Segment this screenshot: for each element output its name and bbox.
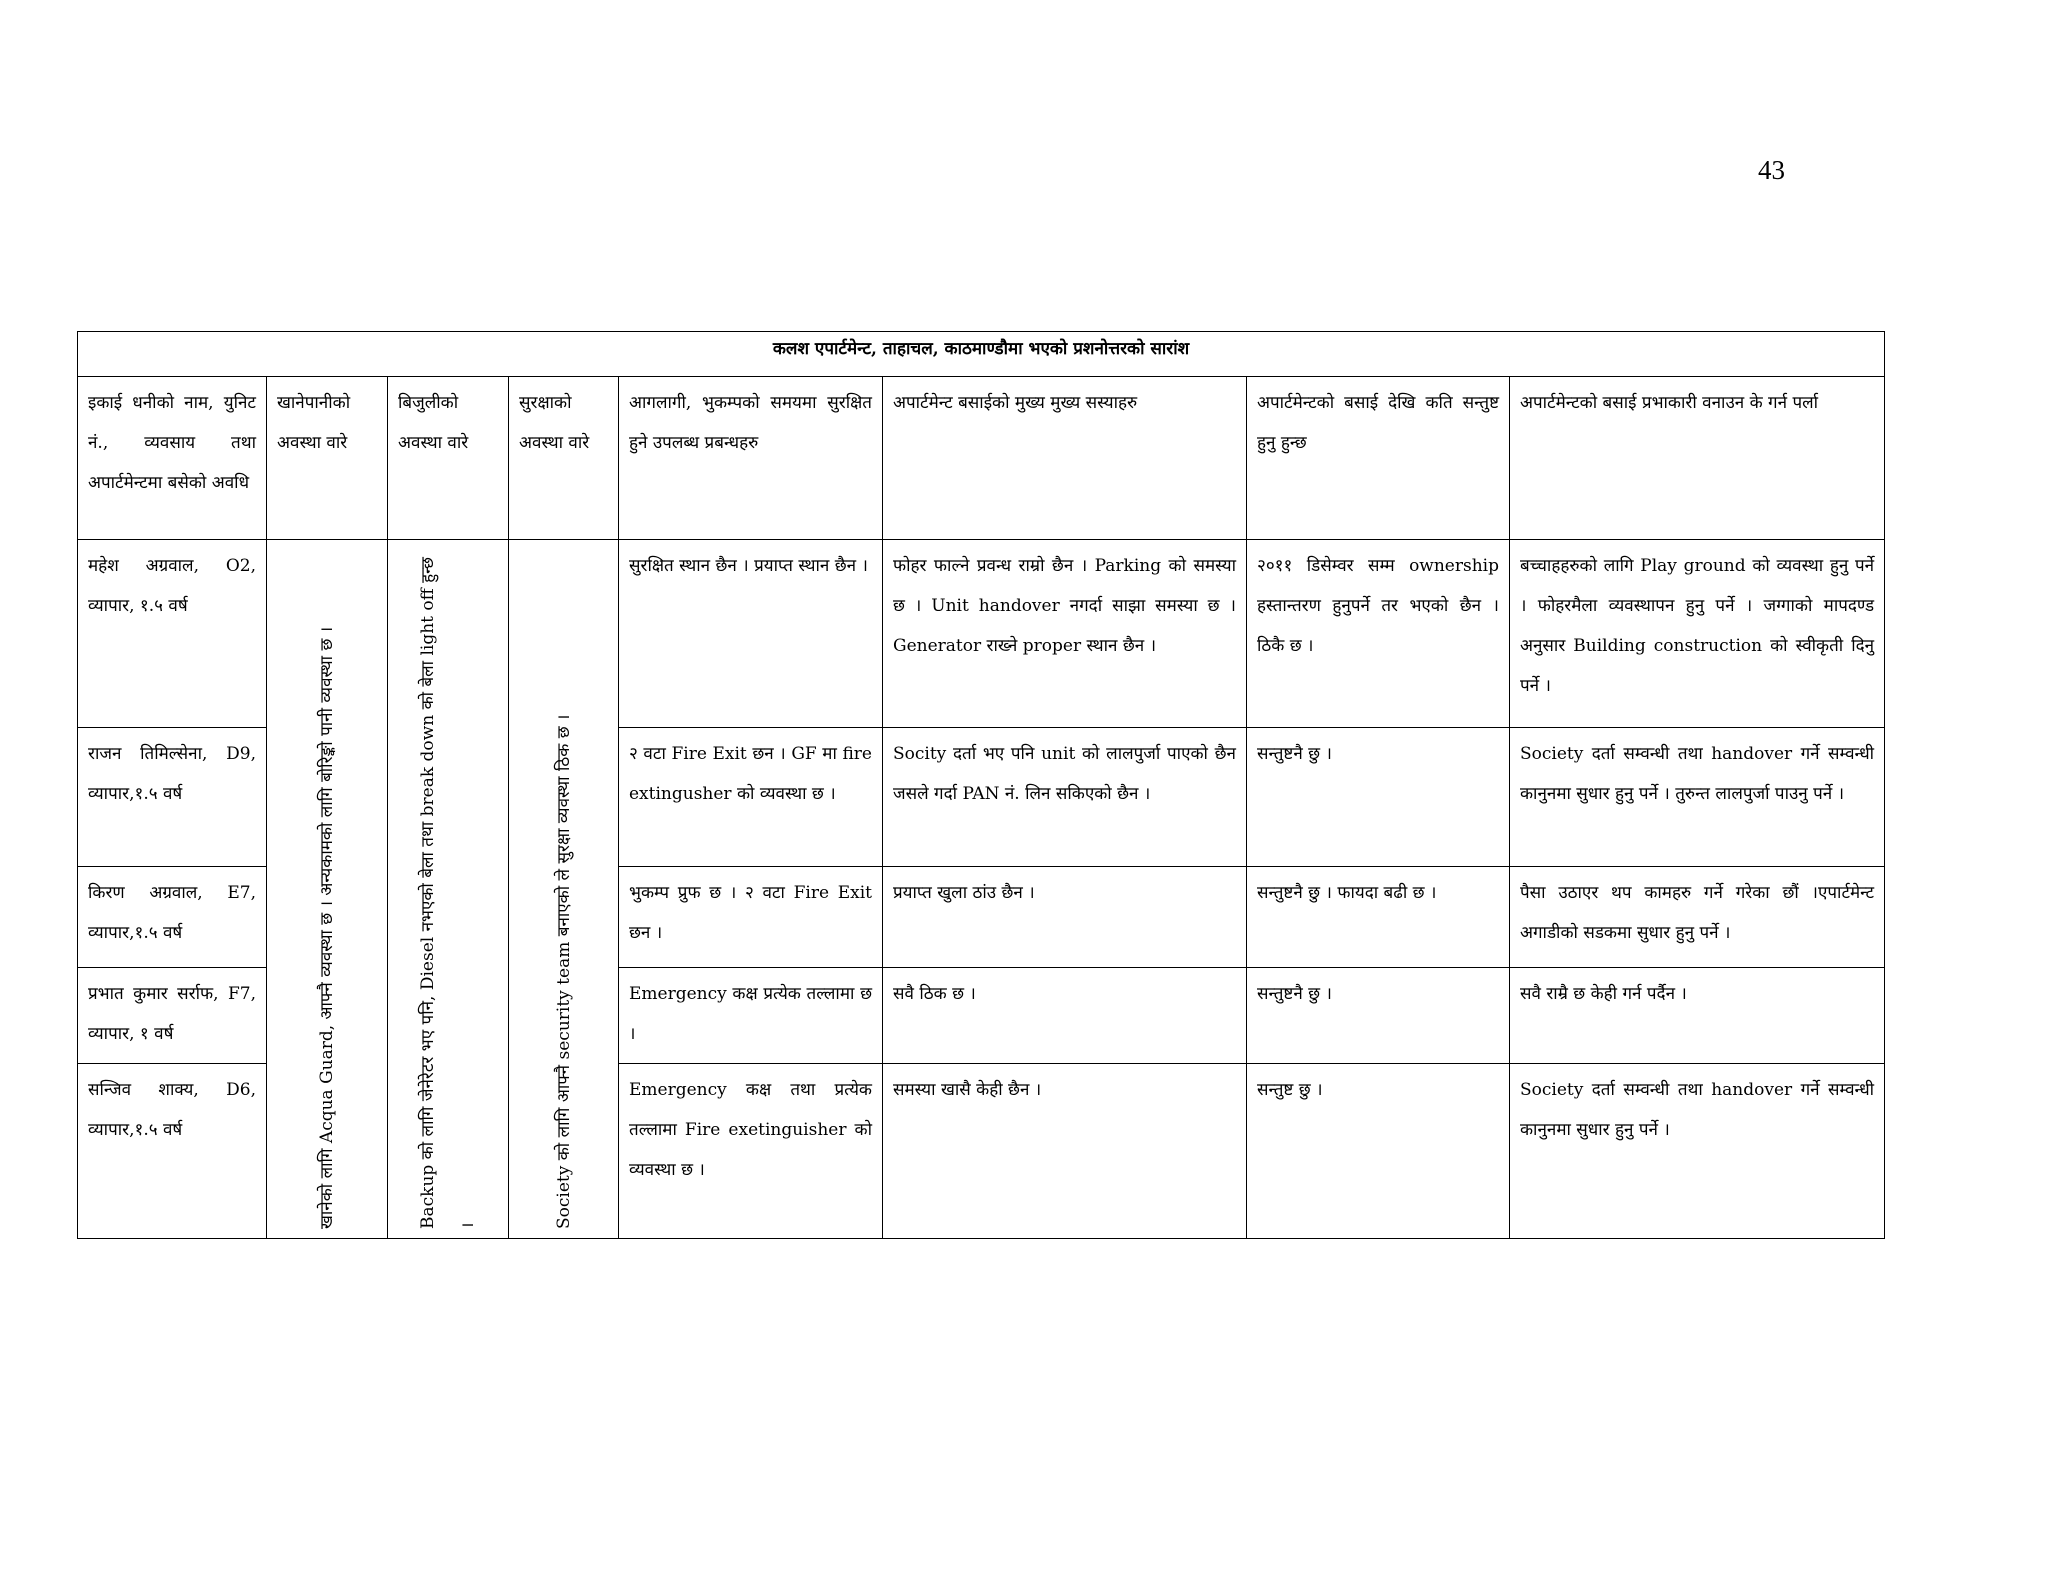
- owner-cell: प्रभात कुमार सर्राफ, F7, व्यापार, १ वर्ष: [78, 968, 267, 1064]
- header-security: सुरक्षाको अवस्था वारे: [509, 377, 619, 540]
- safety-cell: Emergency कक्ष प्रत्येक तल्लामा छ ।: [619, 968, 883, 1064]
- suggestion-cell: सवै राम्रै छ केही गर्न पर्दैन ।: [1510, 968, 1885, 1064]
- safety-cell: २ वटा Fire Exit छन । GF मा fire extingusher को व्यवस्था छ ।: [619, 728, 883, 867]
- satisfaction-cell: २०११ डिसेम्वर सम्म ownership हस्तान्तरण हुनुपर्ने तर भएको छैन । ठिकै छ ।: [1247, 540, 1510, 728]
- safety-cell: Emergency कक्ष तथा प्रत्येक तल्लामा Fire exetinguisher को व्यवस्था छ ।: [619, 1064, 883, 1239]
- security-text: Society को लागि आफ्नै security team बनाएको ले सुरक्षा व्यवस्था ठिक छ ।: [553, 714, 574, 1229]
- satisfaction-cell: सन्तुष्ट छु ।: [1247, 1064, 1510, 1239]
- satisfaction-cell: सन्तुष्टनै छु । फायदा बढी छ ।: [1247, 867, 1510, 968]
- owner-cell: सन्जिव शाक्य, D6, व्यापार,१.५ वर्ष: [78, 1064, 267, 1239]
- header-safety: आगलागी, भुकम्पको समयमा सुरक्षित हुने उपलब्ध प्रबन्धहरु: [619, 377, 883, 540]
- electricity-text: Backup को लागि जेनेरेटर भए पनि, Diesel नभएको बेला तथा break down को बेला light off हुन्छ ।: [418, 557, 478, 1229]
- header-water: खानेपानीको अवस्था वारे: [267, 377, 388, 540]
- suggestion-cell: Society दर्ता सम्वन्धी तथा handover गर्ने सम्वन्धी कानुनमा सुधार हुनु पर्ने ।: [1510, 1064, 1885, 1239]
- header-suggestion: अपार्टमेन्टको बसाई प्रभाकारी वनाउन के गर्न पर्ला: [1510, 377, 1885, 540]
- problems-cell: समस्या खासै केही छैन ।: [883, 1064, 1247, 1239]
- suggestion-cell: बच्चाहहरुको लागि Play ground को व्यवस्था हुनु पर्ने । फोहरमैला व्यवस्थापन हुनु पर्ने । जग्गाको मापदण्ड अनुसार Building construction को स्वीकृती दिनु पर्ने ।: [1510, 540, 1885, 728]
- table-title: कलश एपार्टमेन्ट, ताहाचल, काठमाण्डौमा भएको प्रशनोत्तरको सारांश: [78, 332, 1885, 377]
- table-row: [78, 540, 1885, 728]
- header-owner: इकाई धनीको नाम, युनिट नं., व्यवसाय तथा अपार्टमेन्टमा बसेको अवधि: [78, 377, 267, 540]
- suggestion-cell: Society दर्ता सम्वन्धी तथा handover गर्ने सम्वन्धी कानुनमा सुधार हुनु पर्ने । तुरुन्त लालपुर्जा पाउनु पर्ने ।: [1510, 728, 1885, 867]
- satisfaction-cell: सन्तुष्टनै छु ।: [1247, 728, 1510, 867]
- safety-cell: सुरक्षित स्थान छैन । प्रयाप्त स्थान छैन ।: [619, 540, 883, 728]
- security-cell: [509, 540, 619, 1239]
- header-problems: अपार्टमेन्ट बसाईको मुख्य मुख्य सस्याहरु: [883, 377, 1247, 540]
- owner-cell: किरण अग्रवाल, E7, व्यापार,१.५ वर्ष: [78, 867, 267, 968]
- page-number: 43: [1758, 155, 1785, 185]
- problems-cell: सवै ठिक छ ।: [883, 968, 1247, 1064]
- header-satisfaction: अपार्टमेन्टको बसाई देखि कति सन्तुष्ट हुनु हुन्छ: [1247, 377, 1510, 540]
- problems-cell: Socity दर्ता भए पनि unit को लालपुर्जा पाएको छैन जसले गर्दा PAN नं. लिन सकिएको छैन ।: [883, 728, 1247, 867]
- owner-cell: महेश अग्रवाल, O2, व्यापार, १.५ वर्ष: [78, 540, 267, 728]
- electricity-cell: [388, 540, 509, 1239]
- water-text: खानेको लागि Acqua Guard, आफ्नै व्यवस्था छ । अन्यकामको लागि बोरिङ्को पानी व्यवस्था छ ।: [317, 626, 337, 1229]
- safety-cell: भुकम्प प्रुफ छ । २ वटा Fire Exit छन ।: [619, 867, 883, 968]
- satisfaction-cell: सन्तुष्टनै छु ।: [1247, 968, 1510, 1064]
- problems-cell: प्रयाप्त खुला ठांउ छैन ।: [883, 867, 1247, 968]
- problems-cell: फोहर फाल्ने प्रवन्ध राम्रो छैन । Parking को समस्या छ । Unit handover नगर्दा साझा समस्या छ । Generator राख्ने proper स्थान छैन ।: [883, 540, 1247, 728]
- summary-table: [77, 331, 1885, 1239]
- suggestion-cell: पैसा उठाएर थप कामहरु गर्ने गरेका छौं ।एपार्टमेन्ट अगाडीको सडकमा सुधार हुनु पर्ने ।: [1510, 867, 1885, 968]
- table-title-row: [78, 332, 1885, 377]
- header-row: [78, 377, 1885, 540]
- owner-cell: राजन तिमिल्सेना, D9, व्यापार,१.५ वर्ष: [78, 728, 267, 867]
- water-cell: [267, 540, 388, 1239]
- header-electricity: बिजुलीको अवस्था वारे: [388, 377, 509, 540]
